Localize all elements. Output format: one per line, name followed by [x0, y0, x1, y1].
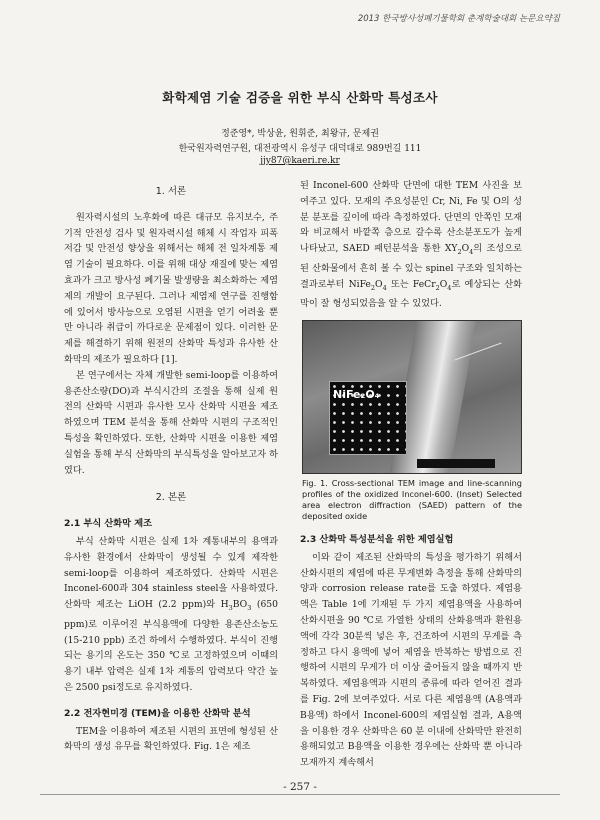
- tem-analysis-paragraph: 된 Inconel-600 산화막 단면에 대한 TEM 사진을 보여주고 있다. 모재의 주요성분인 Cr, Ni, Fe 및 O의 성분 분포를 깊이에 따라 측정하였다. 단면의 안쪽인 모재와 비교해서 바깥쪽 층으로 갈수록 산소분포도가 높게 나타났고, SAED 패턴분석을 통한 $XY_2O_4$의 조성으로 된 산화물에서 흔히 볼 수 있는 spinel 구조와 일치하는 결과로부터 $NiFe_2O_4$ 또는 $FeCr_2O_4$로 예상되는 산화막이 잘 형성되었음을 알 수 있었다.: [300, 180, 522, 310]
- page-number: - 257 -: [283, 781, 317, 793]
- subsection-2-2-paragraph: TEM을 이용하여 제조된 시편의 표면에 형성된 산화막의 생성 유무를 확인하였다. Fig. 1은 제조: [64, 725, 278, 753]
- intro-paragraph-2: 본 연구에서는 자체 개발한 semi-loop를 이용하여 용존산소량(DO)과 부식시간의 조절을 통해 실제 원전의 산화막 시편과 유사한 모사 산화막 시편을 제조하였으며 TEM 분석을 통해 산화막 시편의 구조적인 특성을 확인하였다. 또한, 산화막 시편을 이용한 제염실험을 통해 부식 산화막의 부식특성을 알아보고자 하였다.: [64, 369, 278, 476]
- intro-paragraph-1: 원자력시설의 노후화에 따른 대규모 유지보수, 주기적 안전성 검사 및 원자력시설 해체 시 작업자 피폭저감 및 안전성 향상을 위해서는 해체 전 일차계통 제염 기술이 필요하다. 이를 위해 대상 재질에 맞는 제염효과가 크고 방사성 폐기물 발생량을 최소화하는 제염제의 개발이 요구된다. 그러나 제염제 연구를 진행함에 있어서 방사능으로 오염된 시편을 얻기 어려울 뿐만 아니라 취급이 까다로운 문제점이 있다. 이러한 문제를 해결하기 위해 원전의 산화막 특성과 유사한 산화막의 제조가 필요하다 [1].: [64, 211, 278, 365]
- section-intro-heading: 1. 서론: [155, 186, 187, 197]
- scale-bar: [417, 459, 495, 468]
- paper-affiliation: 한국원자력연구원, 대전광역시 유성구 대덕대로 989번길 111: [178, 144, 422, 154]
- footer-rule: [40, 794, 560, 795]
- right-column: [300, 178, 522, 771]
- paper-authors: 정준영*, 박상윤, 원휘준, 최왕규, 문제권: [221, 129, 379, 139]
- subsection-2-3-paragraph: 이와 같이 제조된 산화막의 특성을 평가하기 위해서 산화시편의 제염에 따른 무게변화 측정을 통해 산화막의 양과 corrosion release rate를 도출 하였다. 제염용액은 Table 1에 기재된 두 가지 제염용액을 사용하여 산화시편을 90 ℃로 가열한 상태의 산화용액과 환원용액에 각각 30분씩 넣은 후, 건조하여 시편의 무게를 측정하고 다시 용액에 넣어 제염을 반복하는 방법으로 진행하여 시편의 무게가 더 이상 줄어들지 않을 때까지 반복하였다. 제염용액과 시편의 종류에 따라 얻어진 결과를 Fig. 2에 보여주었다. 서로 다른 제염용액 (A용액과 B용액) 하에서 Inconel-600의 제염실험 결과, A용액을 이용한 경우 산화막은 60 분 이내에 산화막만 완전히 용해되었고 B용액을 이용한 경우에는 산화막 뿐 아니라 모재까지 계속해서: [300, 551, 522, 769]
- running-header: 2013 한국방사성폐기물학회 춘계학술대회 논문요약집: [357, 14, 560, 24]
- author-email[interactable]: jjy87@kaeri.re.kr: [260, 156, 340, 166]
- tem-image-figure: [302, 320, 522, 474]
- subsection-2-1-paragraph: 부식 산화막 시편은 실제 1차 계통내부의 용액과 유사한 환경에서 산화막이 생성될 수 있게 제작한 semi-loop를 이용하여 제조하였다. 산화막 시편은 Inconel-600과 304 stainless steel을 사용하였다. 산화막 제조는 LiOH (2.2 ppm)와 $H_3BO_3$ (650 ppm)로 이루어진 부식용액에 다양한 용존산소농도 (15-210 ppb) 조건 하에서 수행하였다. 부식이 진행되는 용기의 온도는 350 ℃로 고정하였으며 이때의 용기 내부 압력은 실제 1차 계통의 압력보다 약간 높은 2500 psi정도로 유지하였다.: [64, 535, 278, 693]
- subsection-2-1-heading: 2.1 부식 산화막 제조: [64, 518, 152, 530]
- inset-label: NiFe₂O₄: [333, 388, 380, 402]
- left-column: [64, 178, 278, 755]
- figure-1-caption: Fig. 1. Cross-sectional TEM image and line-scanning profiles of the oxidized Inconel-600. (Inset) Selected area electron diffraction (SAED) pattern of the deposited oxide: [302, 478, 522, 522]
- subsection-2-2-heading: 2.2 전자현미경 (TEM)을 이용한 산화막 분석: [64, 707, 251, 719]
- subsection-2-3-heading: 2.3 산화막 특성분석을 위한 제염실험: [300, 534, 454, 546]
- paper-title: 화학제염 기술 검증을 위한 부식 산화막 특성조사: [162, 90, 438, 105]
- section-body-heading: 2. 본론: [155, 492, 187, 504]
